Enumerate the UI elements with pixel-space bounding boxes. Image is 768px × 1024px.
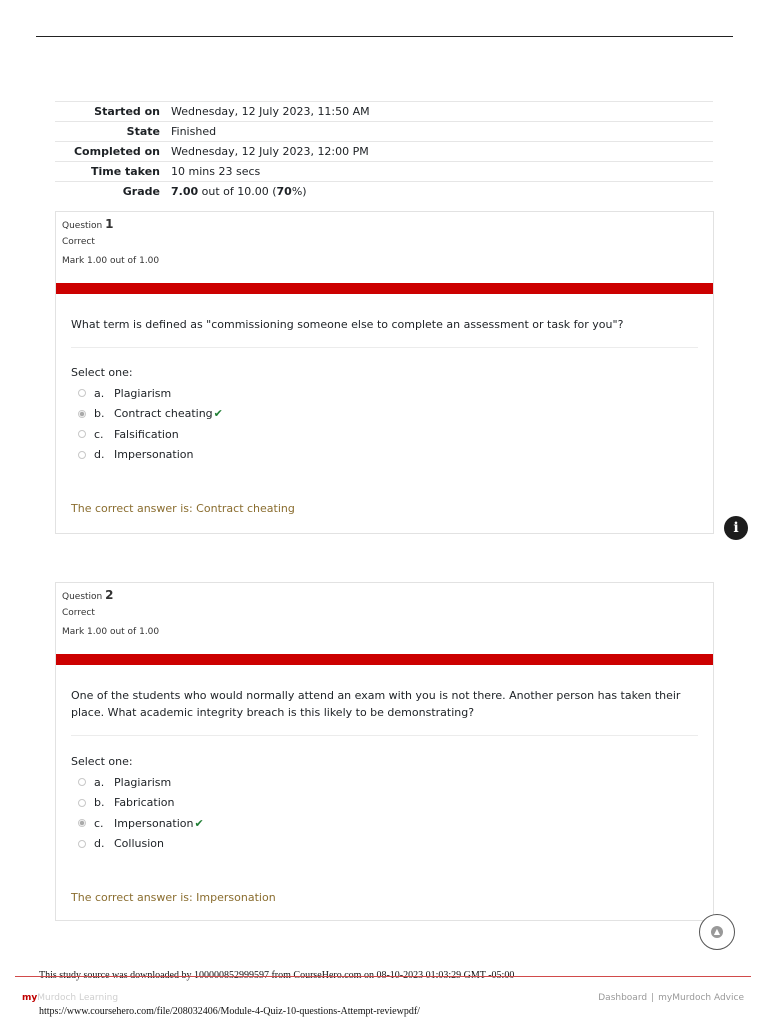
footer-links: [598, 993, 744, 1003]
radio-button-selected[interactable]: [78, 410, 86, 418]
footer-separator: |: [651, 993, 655, 1003]
grade-mid: out of 10.00 (: [198, 185, 277, 198]
summary-value: Wednesday, 12 July 2023, 12:00 PM: [171, 145, 369, 158]
question-text: What term is defined as "commissioning someone else to complete an assessment or task for you"?: [71, 318, 624, 331]
option-text: Falsification: [114, 427, 179, 441]
option-b[interactable]: [78, 404, 713, 425]
source-url: https://www.coursehero.com/file/208032406/Module-4-Quiz-10-questions-Attempt-reviewpdf/: [39, 1006, 420, 1017]
radio-button[interactable]: [78, 389, 86, 397]
grade-end: %): [291, 185, 307, 198]
question-header-bar: [56, 283, 713, 294]
option-letter: c.: [94, 427, 104, 441]
option-c[interactable]: [78, 424, 713, 445]
summary-label: Time taken: [90, 165, 160, 178]
summary-value: 10 mins 23 secs: [171, 165, 261, 178]
grade-value: [171, 185, 713, 198]
radio-button[interactable]: [78, 840, 86, 848]
question-number-value: 1: [105, 217, 114, 231]
correct-answer-feedback: The correct answer is: Impersonation: [71, 891, 276, 904]
summary-row-completed: [55, 142, 713, 162]
option-a[interactable]: [78, 772, 713, 793]
option-text: Plagiarism: [114, 775, 172, 789]
question-state: Correct: [62, 608, 95, 618]
summary-value: Wednesday, 12 July 2023, 11:50 AM: [171, 105, 370, 118]
option-d[interactable]: [78, 445, 713, 466]
question-info: [56, 583, 713, 648]
option-text: Impersonation: [114, 448, 194, 462]
logo-my: my: [22, 993, 38, 1003]
top-rule: [36, 36, 733, 37]
radio-button[interactable]: [78, 430, 86, 438]
question-state: Correct: [62, 237, 95, 247]
question-mark: Mark 1.00 out of 1.00: [62, 256, 160, 266]
question-prefix: Question: [62, 221, 106, 231]
summary-row-state: [55, 122, 713, 142]
option-letter: d.: [94, 837, 105, 851]
radio-button[interactable]: [78, 778, 86, 786]
answer-options: [56, 379, 713, 465]
summary-value: Finished: [171, 125, 217, 138]
option-text: Impersonation: [114, 816, 194, 830]
question-header-bar: [56, 654, 713, 665]
option-text: Contract cheating: [114, 407, 213, 421]
summary-row-time: [55, 162, 713, 182]
dashboard-link[interactable]: Dashboard: [598, 993, 648, 1003]
question-2: [55, 582, 714, 921]
checkmark-icon: ✔: [213, 407, 223, 421]
checkmark-icon: ✔: [194, 816, 204, 830]
option-letter: b.: [94, 796, 105, 810]
summary-label: Grade: [122, 185, 160, 198]
attempt-summary-table: [55, 101, 713, 201]
radio-button[interactable]: [78, 799, 86, 807]
watermark-strike-line: [15, 976, 751, 977]
summary-row-started: [55, 102, 713, 122]
arrow-up-icon: ▲: [711, 926, 723, 938]
option-d[interactable]: [78, 834, 713, 855]
question-1: [55, 211, 714, 534]
question-prefix: Question: [62, 592, 106, 602]
option-letter: d.: [94, 448, 105, 462]
logo-rest: Murdoch Learning: [37, 993, 119, 1003]
answer-options: [56, 768, 713, 854]
select-one-label: Select one:: [71, 366, 133, 379]
option-text: Collusion: [114, 837, 164, 851]
scroll-to-top-button[interactable]: [699, 914, 735, 950]
question-number: [62, 217, 707, 231]
select-one-label: Select one:: [71, 755, 133, 768]
option-a[interactable]: [78, 383, 713, 404]
radio-button[interactable]: [78, 451, 86, 459]
correct-answer-feedback: The correct answer is: Contract cheating: [71, 502, 295, 515]
info-icon[interactable]: i: [724, 516, 748, 540]
option-text: Plagiarism: [114, 386, 172, 400]
summary-label: Started on: [94, 105, 160, 118]
summary-row-grade: [55, 182, 713, 201]
summary-label: State: [126, 125, 160, 138]
option-letter: a.: [94, 386, 105, 400]
question-mark: Mark 1.00 out of 1.00: [62, 627, 160, 637]
option-text: Fabrication: [114, 796, 175, 810]
option-b[interactable]: [78, 793, 713, 814]
option-c[interactable]: [78, 813, 713, 834]
question-info: [56, 212, 713, 277]
option-letter: b.: [94, 407, 105, 421]
option-letter: a.: [94, 775, 105, 789]
summary-label: Completed on: [73, 145, 160, 158]
radio-button-selected[interactable]: [78, 819, 86, 827]
question-text: One of the students who would normally attend an exam with you is not there. Another person has taken their place. What academic integrity breach is this likely to be demonstrating?: [71, 689, 681, 719]
mymurdoch-advice-link[interactable]: myMurdoch Advice: [658, 993, 744, 1003]
question-number: [62, 588, 707, 602]
question-number-value: 2: [105, 588, 114, 602]
mymurdoch-logo[interactable]: [22, 993, 118, 1003]
grade-percent: 70: [276, 185, 292, 198]
grade-score: 7.00: [171, 185, 199, 198]
option-letter: c.: [94, 816, 104, 830]
